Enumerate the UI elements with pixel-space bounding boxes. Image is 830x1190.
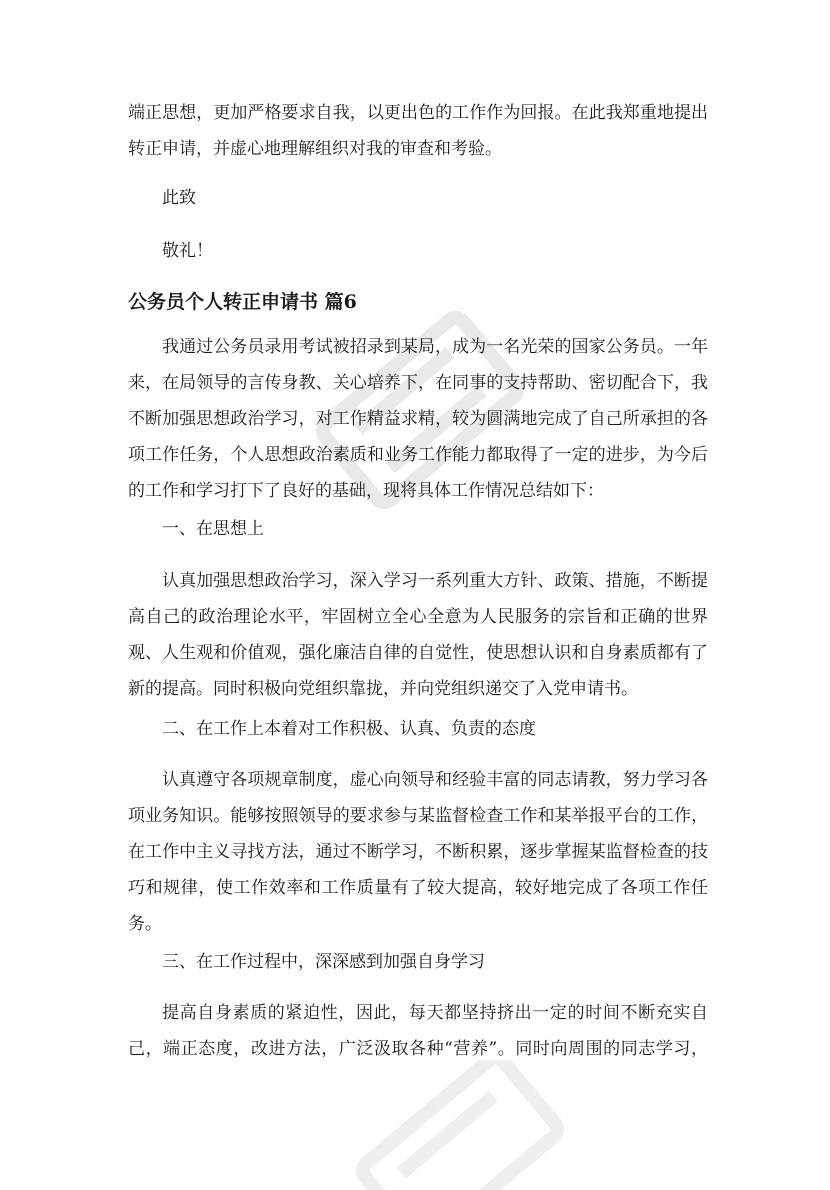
section2-paragraph [128,762,708,942]
closing-jingli: 敬礼！ [162,241,213,261]
text-line: 不断加强思想政治学习，对工作精益求精，较为圆满地完成了自己所承担的各 [128,409,708,429]
text-line: 巧和规律，使工作效率和工作质量有了较大提高，较好地完成了各项工作任 [128,878,708,898]
text-line: 的工作和学习打下了良好的基础，现将具体工作情况总结如下： [128,481,604,501]
text-line: 来，在局领导的言传身教、关心培养下，在同事的支持帮助、密切配合下，我 [128,373,708,393]
text-line: 认真遵守各项规章制度，虚心向领导和经验丰富的同志请教，努力学习各 [162,770,708,790]
closing-cizhi: 此致 [162,188,196,208]
text-line: 端正思想，更加严格要求自我，以更出色的工作作为回报。在此我郑重地提出 [128,103,708,123]
subsection-title: 三、在工作过程中，深深感到加强自身学习 [162,952,485,972]
text-line: 项工作任务，个人思想政治素质和业务工作能力都取得了一定的进步，为今后 [128,445,708,465]
text-line: 观、人生观和价值观，强化廉洁自律的自觉性，使思想认识和自身素质都有了 [128,643,708,663]
watermark-graphic [330,1060,590,1190]
text-line: 务。 [128,914,162,934]
text-line: 提高自身素质的紧迫性，因此，每天都坚持挤出一定的时间不断充实自 [162,1003,708,1023]
text-line: 项业务知识。能够按照领导的要求参与某监督检查工作和某举报平台的工作， [128,806,708,826]
continuation-paragraph [128,95,708,167]
text-line: 我通过公务员录用考试被招录到某局，成为一名光荣的国家公务员。一年 [162,337,708,357]
section3-paragraph [128,995,708,1067]
intro-paragraph [128,329,708,509]
text-line: 新的提高。同时积极向党组织靠拢，并向党组织递交了入党申请书。 [128,679,638,699]
text-line: 高自己的政治理论水平，牢固树立全心全意为人民服务的宗旨和正确的世界 [128,607,708,627]
text-line: 己，端正态度，改进方法，广泛汲取各种“营养”。同时向周围的同志学习， [128,1039,708,1059]
text-line: 在工作中主义寻找方法，通过不断学习，不断积累，逐步掌握某监督检查的技 [128,842,708,862]
text-line: 转正申请，并虚心地理解组织对我的审查和考验。 [128,139,502,159]
section1-paragraph [128,563,708,707]
subsection-title: 二、在工作上本着对工作积极、认真、负责的态度 [162,719,536,739]
section-heading: 公务员个人转正申请书 篇6 [128,291,357,313]
text-line: 认真加强思想政治学习，深入学习一系列重大方针、政策、措施，不断提 [162,571,708,591]
subsection-title: 一、在思想上 [162,519,264,539]
